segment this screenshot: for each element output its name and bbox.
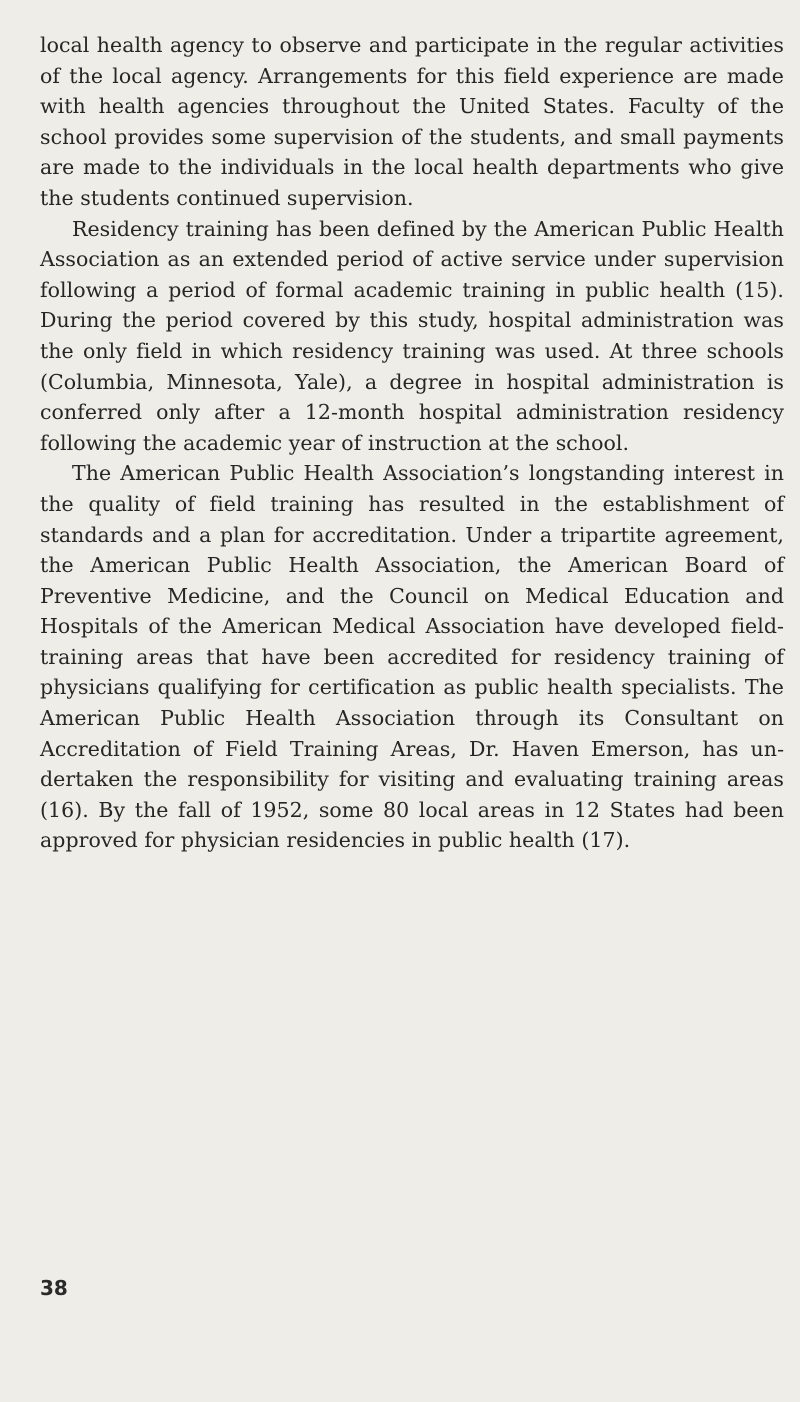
page-number: 38 — [40, 1276, 68, 1300]
paragraph-field-experience: local health agency to observe and participate in the regular activities of the local agency. Arrangements for this field experience are made with health agencies throughout the United States. Faculty of the school provides some supervision of the students, and small payments are made to the individuals in the local health departments who give the students continued supervision. — [40, 33, 784, 210]
paragraph-residency-training: Residency training has been defined by the American Public Health Association as an extended period of active service under supervision following a period of formal academic training in public health (15). During the period covered by this study, hospital administration was the only field in which residency training was used. At three schools (Columbia, Minnesota, Yale), a degree in hospital administration is conferred only after a 12-month hospital administration residency following the academic year of instruction at the school. — [40, 216, 784, 455]
paragraph-accreditation: The American Public Health Association’s longstanding interest in the quality of field training has resulted in the establishment of standards and a plan for accreditation. Under a tripartite agreement, the American Public Health Association, the American Board of Preventive Medicine, and the Council on Medical Education and Hospitals of the American Medical Association have developed field-training areas that have been accredited for residency training of physicians qualifying for certification as public health specialists. The American Public Health Association through its Consultant on Accreditation of Field Training Areas, Dr. Haven Emerson, has undertaken the responsibility for visiting and evaluating training areas (16). By the fall of 1952, some 80 local areas in 12 States had been approved for physician residencies in public health (17). — [40, 461, 784, 853]
body-text — [40, 30, 784, 856]
